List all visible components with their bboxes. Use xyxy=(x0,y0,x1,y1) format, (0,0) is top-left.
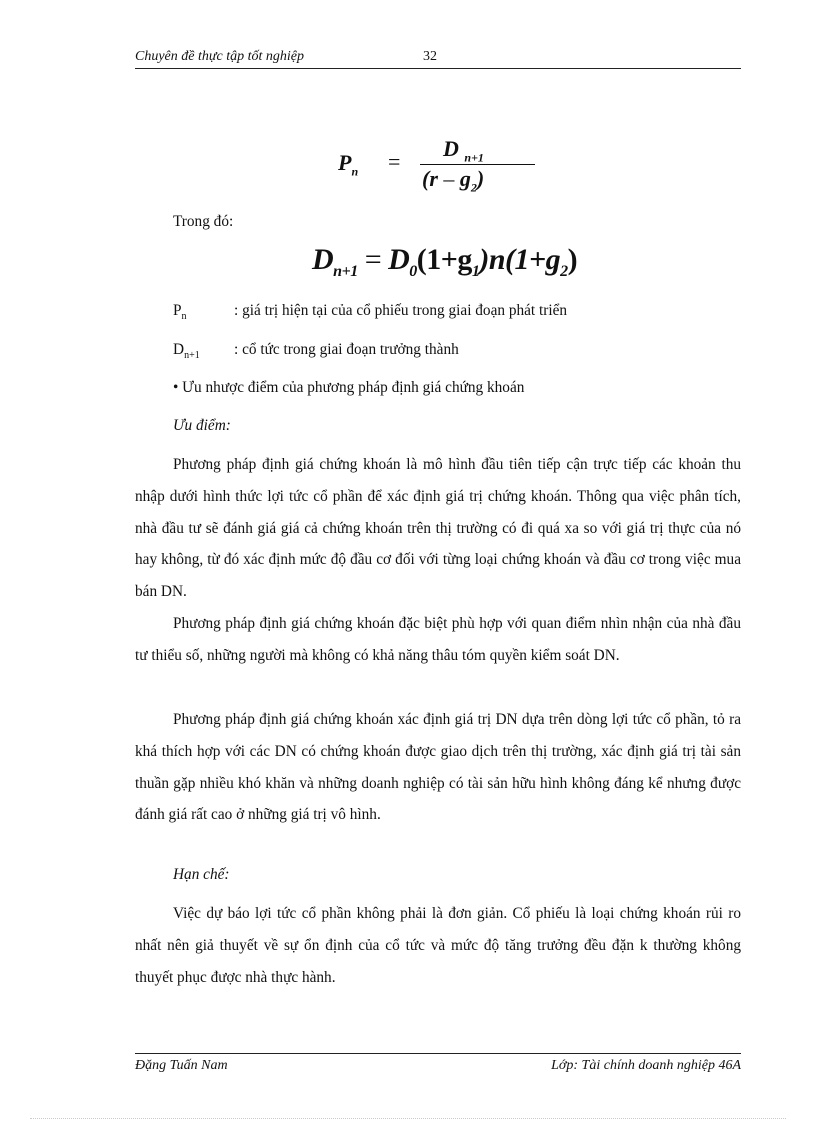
definition-text-dn1: : cổ tức trong giai đoạn trưởng thành xyxy=(234,341,459,358)
fraction-bar xyxy=(420,164,535,165)
page-edge-divider xyxy=(30,1118,786,1119)
definition-symbol-pn: $P_n$ xyxy=(173,302,187,323)
class-info: Lớp: Tài chính doanh nghiệp 46A xyxy=(551,1058,741,1073)
paragraph-4: Việc dự báo lợi tức cổ phần không phải là đơn giản. Cổ phiếu là loại chứng khoán rủi ro nhất nên giả thuyết về sự ổn định của cổ tức và mức độ tăng trưởng đều đặn k thường không thuyết phục được nhà thực hành. xyxy=(135,905,741,986)
advantages-heading: Ưu điểm: xyxy=(173,417,231,434)
bullet-heading: • Ưu nhược điểm của phương pháp định giá chứng khoán xyxy=(173,379,525,396)
formula-pn: $P_n$ = D $_{n+1}$ $(r - g_2)$ xyxy=(338,136,548,196)
page-header xyxy=(135,49,741,69)
definition-symbol-dn1: $D_{n+1}$ xyxy=(173,341,200,362)
paragraph-1: Phương pháp định giá chứng khoán là mô hình đầu tiên tiếp cận trực tiếp các khoản thu nhập dưới hình thức lợi tức cổ phần để xác định giá trị chứng khoán. Thông qua việc phân tích, nhà đầu tư sẽ đánh giá giá cả chứng khoán trên thị trường có đi quá xa so với giá trị thực của nó hay không, từ đó xác định mức độ đầu cơ đối với từng loại chứng khoán và đầu cơ trong việc mua bán DN. xyxy=(135,456,741,601)
paragraph-2: Phương pháp định giá chứng khoán đặc biệt phù hợp với quan điểm nhìn nhận của nhà đầu tư thiểu số, những người mà không có khả năng thâu tóm quyền kiểm soát DN. xyxy=(135,615,741,664)
definition-text-pn: : giá trị hiện tại của cổ phiếu trong giai đoạn phát triển xyxy=(234,302,568,319)
footer-divider xyxy=(135,1053,741,1054)
document-title: Chuyên đề thực tập tốt nghiệp xyxy=(135,49,304,64)
author: Đặng Tuấn Nam xyxy=(135,1058,228,1073)
paragraph-3: Phương pháp định giá chứng khoán xác định giá trị DN dựa trên dòng lợi tức cổ phần, tỏ ra khá thích hợp với các DN có chứng khoán được giao dịch trên thị trường, xác định giá trị tài sản thuần gặp nhiều khó khăn và những doanh nghiệp có tài sản hữu hình không đáng kể nhưng được đánh giá rất cao ở những giá trị vô hình. xyxy=(135,711,741,824)
trong-do-label: Trong đó: xyxy=(173,213,234,230)
formula-dn1: $D_{n+1} = D_0(1+g_1)n(1+g_2)$ xyxy=(312,243,578,280)
limitations-heading: Hạn chế: xyxy=(173,866,230,883)
page-number: 32 xyxy=(423,49,437,64)
